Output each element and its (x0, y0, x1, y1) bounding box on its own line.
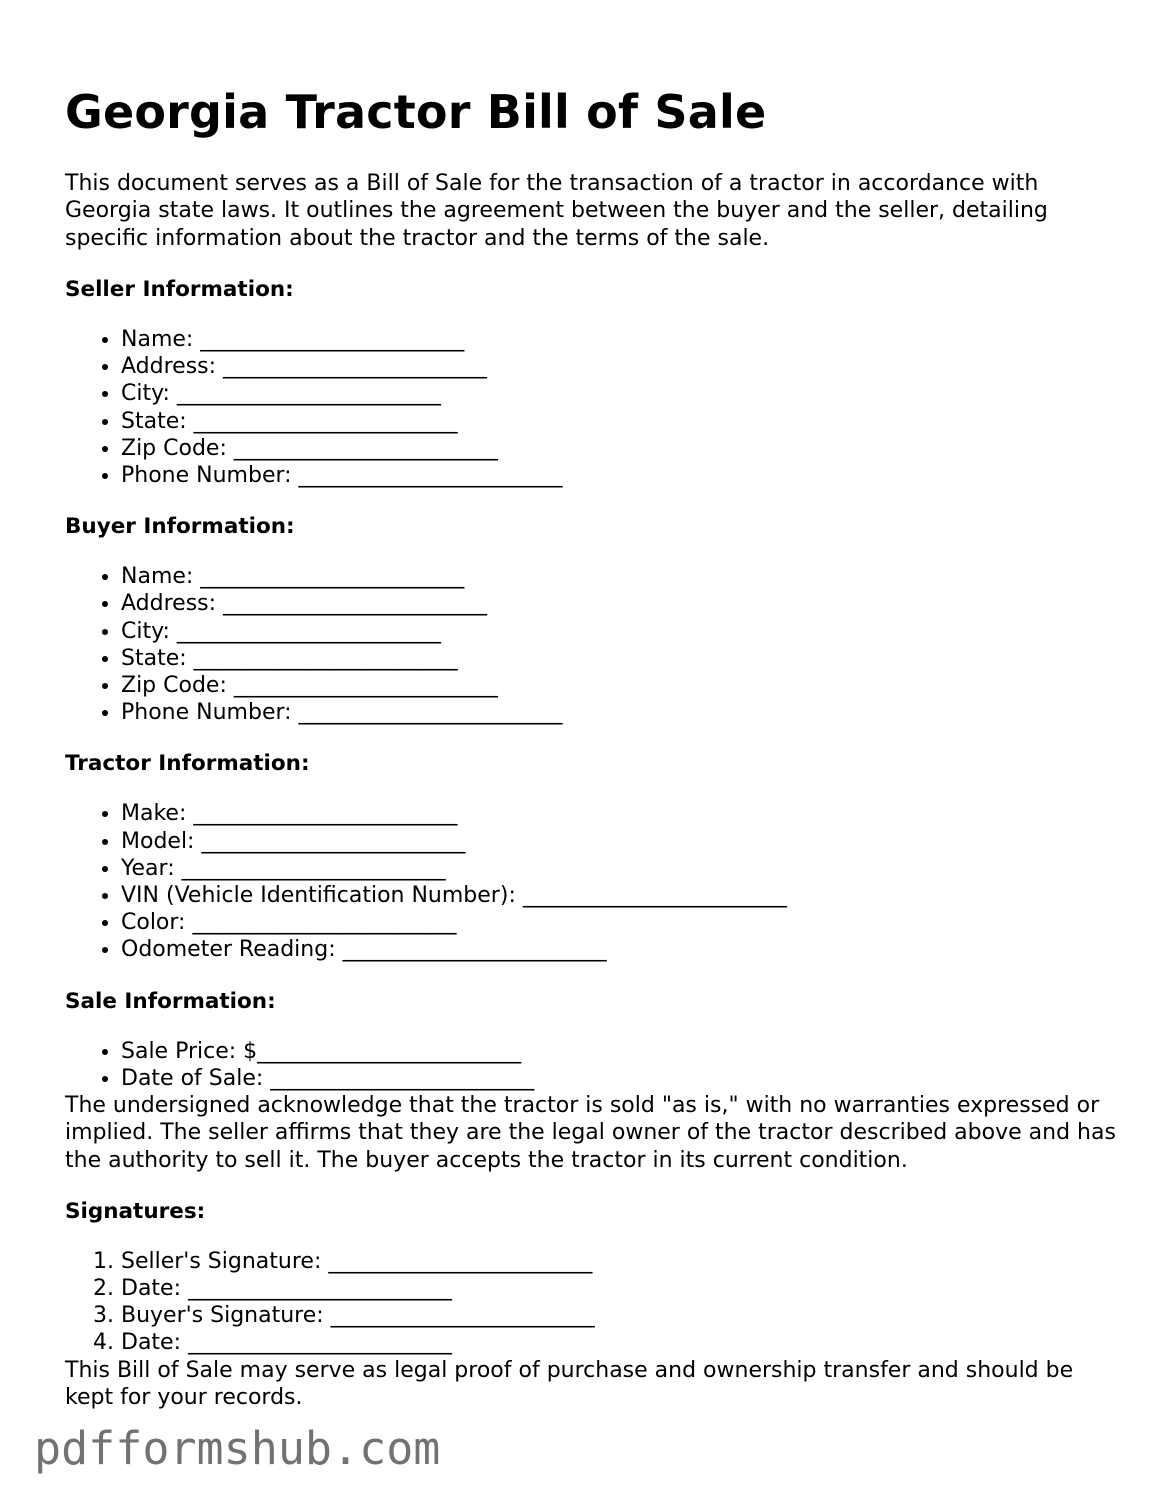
signatures-heading: Signatures: (65, 1198, 206, 1224)
tractor-make-field: • Make: ________________________ (121, 800, 1125, 827)
sale-date-field: • Date of Sale: ________________________ (121, 1065, 1125, 1092)
tractor-vin-field: • VIN (Vehicle Identification Number): ________________________ (121, 882, 1125, 909)
seller-heading: Seller Information: (65, 276, 294, 302)
closing-paragraph: This Bill of Sale may serve as legal proof of purchase and ownership transfer and should be kept for your records. (65, 1357, 1074, 1410)
buyer-zip-field: • Zip Code: ________________________ (121, 672, 1125, 699)
tractor-year-field: • Year: ________________________ (121, 855, 1125, 882)
tractor-odometer-field: • Odometer Reading: ________________________ (121, 936, 1125, 963)
buyer-date-field: 4. Date: ________________________ (121, 1329, 1125, 1356)
seller-date-field: 2. Date: ________________________ (121, 1275, 1125, 1302)
seller-name-field: • Name: ________________________ (121, 326, 1125, 353)
seller-address-field: • Address: ________________________ (121, 353, 1125, 380)
buyer-field-list (65, 563, 1125, 726)
seller-field-list (65, 326, 1125, 489)
seller-phone-field: • Phone Number: ________________________ (121, 462, 1125, 489)
document-title: Georgia Tractor Bill of Sale (65, 85, 767, 139)
buyer-city-field: • City: ________________________ (121, 618, 1125, 645)
tractor-color-field: • Color: ________________________ (121, 909, 1125, 936)
seller-city-field: • City: ________________________ (121, 380, 1125, 407)
buyer-state-field: • State: ________________________ (121, 645, 1125, 672)
tractor-field-list (65, 800, 1125, 963)
tractor-heading: Tractor Information: (65, 751, 310, 777)
sale-price-field: • Sale Price: $________________________ (121, 1038, 1125, 1065)
intro-paragraph: This document serves as a Bill of Sale for the transaction of a tractor in accordance with Georgia state laws. It outlines the agreement between the buyer and the seller, detailing specific information about the tractor and the terms of the sale. (65, 171, 1048, 251)
buyer-heading: Buyer Information: (65, 514, 295, 540)
signatures-list (65, 1248, 1125, 1357)
buyer-signature-field: 3. Buyer's Signature: ________________________ (121, 1302, 1125, 1329)
buyer-name-field: • Name: ________________________ (121, 563, 1125, 590)
seller-signature-field: 1. Seller's Signature: ________________________ (121, 1248, 1125, 1275)
acknowledgment-paragraph: The undersigned acknowledge that the tractor is sold "as is," with no warranties expressed or implied. The seller affirms that they are the legal owner of the tractor described above and has the authority to sell it. The buyer accepts the tractor in its current condition. (65, 1092, 1116, 1173)
seller-state-field: • State: ________________________ (121, 408, 1125, 435)
seller-zip-field: • Zip Code: ________________________ (121, 435, 1125, 462)
document-page (65, 0, 1125, 1411)
buyer-address-field: • Address: ________________________ (121, 590, 1125, 617)
sale-field-list (65, 1038, 1125, 1092)
tractor-model-field: • Model: ________________________ (121, 828, 1125, 855)
watermark-text: pdfformshub.com (34, 1422, 441, 1475)
buyer-phone-field: • Phone Number: ________________________ (121, 699, 1125, 726)
sale-heading: Sale Information: (65, 988, 276, 1014)
